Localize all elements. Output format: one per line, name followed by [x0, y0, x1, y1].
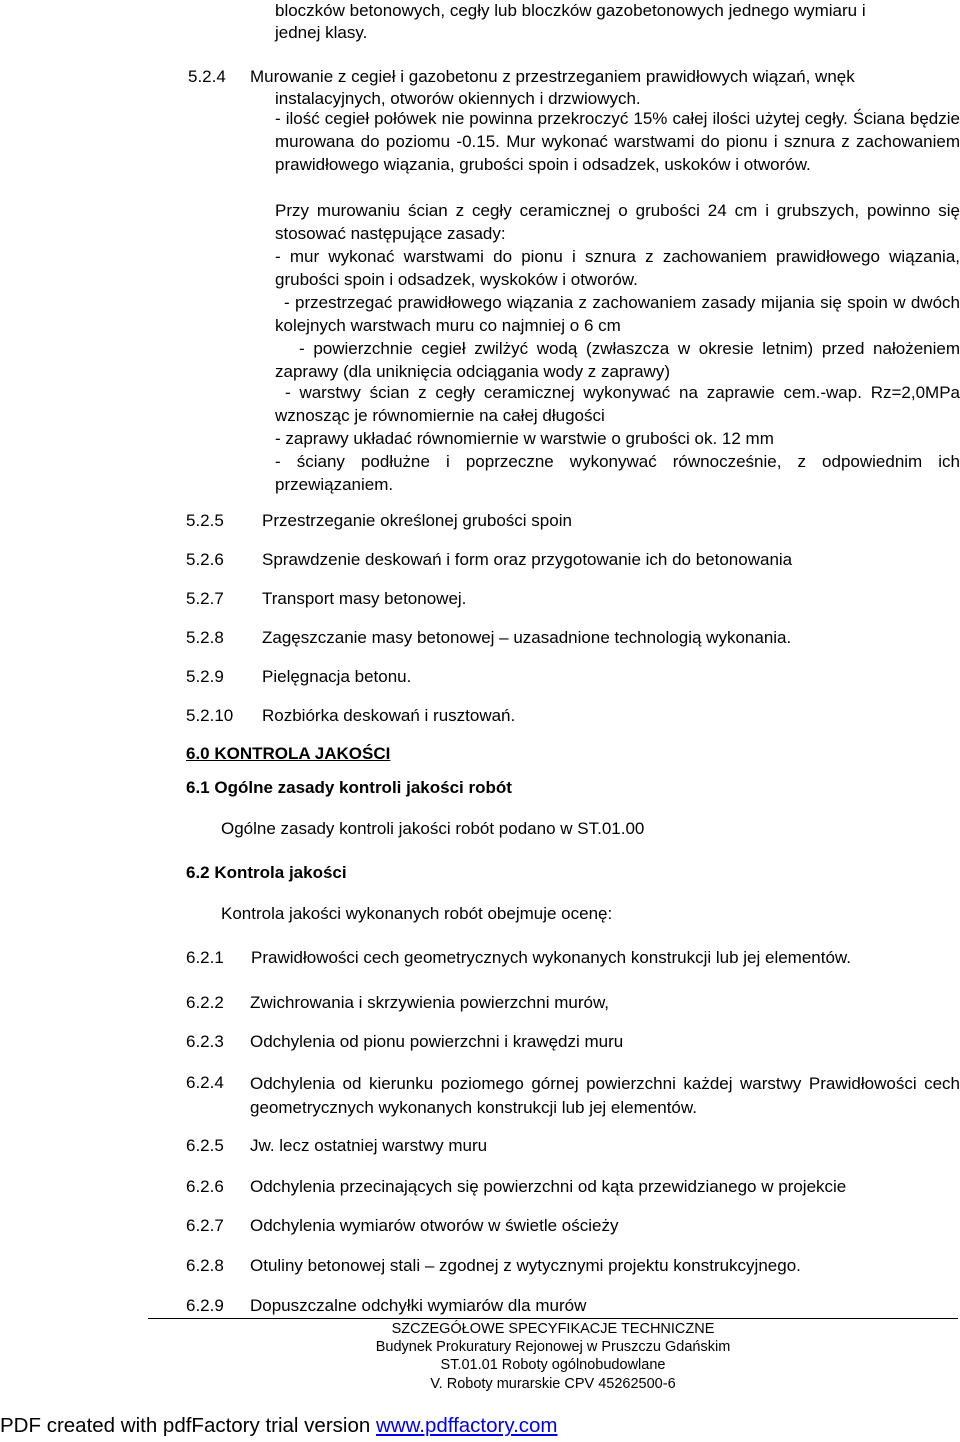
paragraph: Przy murowaniu ścian z cegły ceramicznej o grubości 24 cm i grubszych, powinno się stosować następujące zasady: [275, 201, 960, 243]
section-title-cont: instalacyjnych, otworów okiennych i drzwiowych. [275, 89, 641, 108]
item-text: Przestrzeganie określonej grubości spoin [262, 511, 572, 530]
item-text: Odchylenia przecinających się powierzchni od kąta przewidzianego w projekcie [250, 1177, 847, 1196]
item-number: 6.2.8 [186, 1256, 224, 1275]
intro-line-2: jednej klasy. [275, 23, 368, 42]
item-number: 5.2.8 [186, 628, 224, 647]
footer-line: ST.01.01 Roboty ogólnobudowlane [440, 1357, 666, 1373]
paragraph: - przestrzegać prawidłowego wiązania z zachowaniem zasady mijania się spoin w dwóch kolejnych warstwach muru co najmniej o 6 cm [275, 293, 960, 335]
item-number: 5.2.10 [186, 706, 234, 725]
pdf-watermark-notice [0, 1414, 558, 1438]
paragraph: - ilość cegieł połówek nie powinna przekroczyć 15% całej ilości użytej cegły. Ściana będzie murowana do poziomu -0.15. Mur wykonać warstwami do pionu i sznura z zachowaniem prawidłowego wiązania, grubości spoin i odsadzek, uskoków i otworów. [275, 109, 960, 174]
item-text: Transport masy betonowej. [262, 589, 467, 608]
item-number: 6.2.2 [186, 993, 224, 1012]
item-text: Pielęgnacja betonu. [262, 667, 412, 686]
paragraph: - ściany podłużne i poprzeczne wykonywać równocześnie, z odpowiednim ich przewiązaniem. [275, 452, 960, 494]
footer-line: Budynek Prokuratury Rejonowej w Pruszczu Gdańskim [375, 1339, 731, 1355]
item-number: 5.2.7 [186, 589, 224, 608]
item-text: Prawidłowości cech geometrycznych wykonanych konstrukcji lub jej elementów. [251, 948, 851, 967]
item-text: Zwichrowania i skrzywienia powierzchni murów, [250, 993, 610, 1012]
item-number: 5.2.5 [186, 511, 224, 530]
item-text: Rozbiórka deskowań i rusztowań. [262, 706, 516, 725]
item-number: 5.2.9 [186, 667, 224, 686]
section-title: Murowanie z cegieł i gazobetonu z przestrzeganiem prawidłowych wiązań, wnęk [250, 67, 855, 86]
paragraph: - warstwy ścian z cegły ceramicznej wykonywać na zaprawie cem.-wap. Rz=2,0MPa wznosząc je równomiernie na całej długości [275, 383, 960, 425]
item-text: Zagęszczanie masy betonowej – uzasadnione technologią wykonania. [262, 628, 792, 647]
pdffactory-link[interactable]: www.pdffactory.com [375, 1414, 558, 1437]
footer-line: V. Roboty murarskie CPV 45262500-6 [430, 1376, 676, 1392]
footer-line: SZCZEGÓŁOWE SPECYFIKACJE TECHNICZNE [391, 1321, 715, 1337]
item-text: Odchylenia od pionu powierzchni i krawędzi muru [250, 1032, 624, 1051]
item-number: 6.2.5 [186, 1136, 224, 1155]
item-text: Odchylenia wymiarów otworów w świetle ościeży [250, 1216, 619, 1235]
subsection-heading: 6.1 Ogólne zasady kontroli jakości robót [186, 778, 512, 797]
item-number: 6.2.3 [186, 1032, 224, 1051]
subsection-text: Ogólne zasady kontroli jakości robót podano w ST.01.00 [221, 819, 645, 838]
pdf-notice-text: PDF created with pdfFactory trial version [0, 1414, 376, 1437]
item-number: 5.2.6 [186, 550, 224, 569]
item-text: Sprawdzenie deskowań i form oraz przygotowanie ich do betonowania [262, 550, 793, 569]
item-text: Jw. lecz ostatniej warstwy muru [250, 1136, 488, 1155]
item-number: 6.2.7 [186, 1216, 224, 1235]
item-number: 6.2.4 [186, 1073, 224, 1092]
footer-divider [148, 1318, 958, 1319]
paragraph: - mur wykonać warstwami do pionu i sznura z zachowaniem prawidłowego wiązania, grubości spoin i odsadzek, wyskoków i otworów. [275, 247, 960, 289]
item-number: 6.2.6 [186, 1177, 224, 1196]
paragraph: - powierzchnie cegieł zwilżyć wodą (zwłaszcza w okresie letnim) przed nałożeniem zaprawy (dla uniknięcia odciągania wody z zaprawy) [275, 339, 960, 381]
section-heading: 6.0 KONTROLA JAKOŚCI [186, 744, 391, 763]
item-text: Otuliny betonowej stali – zgodnej z wytycznymi projektu konstrukcyjnego. [250, 1256, 801, 1275]
item-number: 6.2.9 [186, 1296, 224, 1315]
subsection-heading: 6.2 Kontrola jakości [186, 863, 347, 882]
item-text: Odchylenia od kierunku poziomego górnej powierzchni każdej warstwy Prawidłowości cech geometrycznych wykonanych konstrukcji lub jej elementów. [250, 1074, 960, 1117]
intro-line-1: bloczków betonowych, cegły lub bloczków gazobetonowych jednego wymiaru i [275, 1, 866, 20]
subsection-text: Kontrola jakości wykonanych robót obejmuje ocenę: [221, 904, 613, 923]
item-number: 6.2.1 [186, 948, 224, 967]
paragraph: - zaprawy układać równomiernie w warstwie o grubości ok. 12 mm [275, 429, 774, 448]
item-text: Dopuszczalne odchyłki wymiarów dla murów [250, 1296, 587, 1315]
section-number: 5.2.4 [188, 67, 226, 86]
